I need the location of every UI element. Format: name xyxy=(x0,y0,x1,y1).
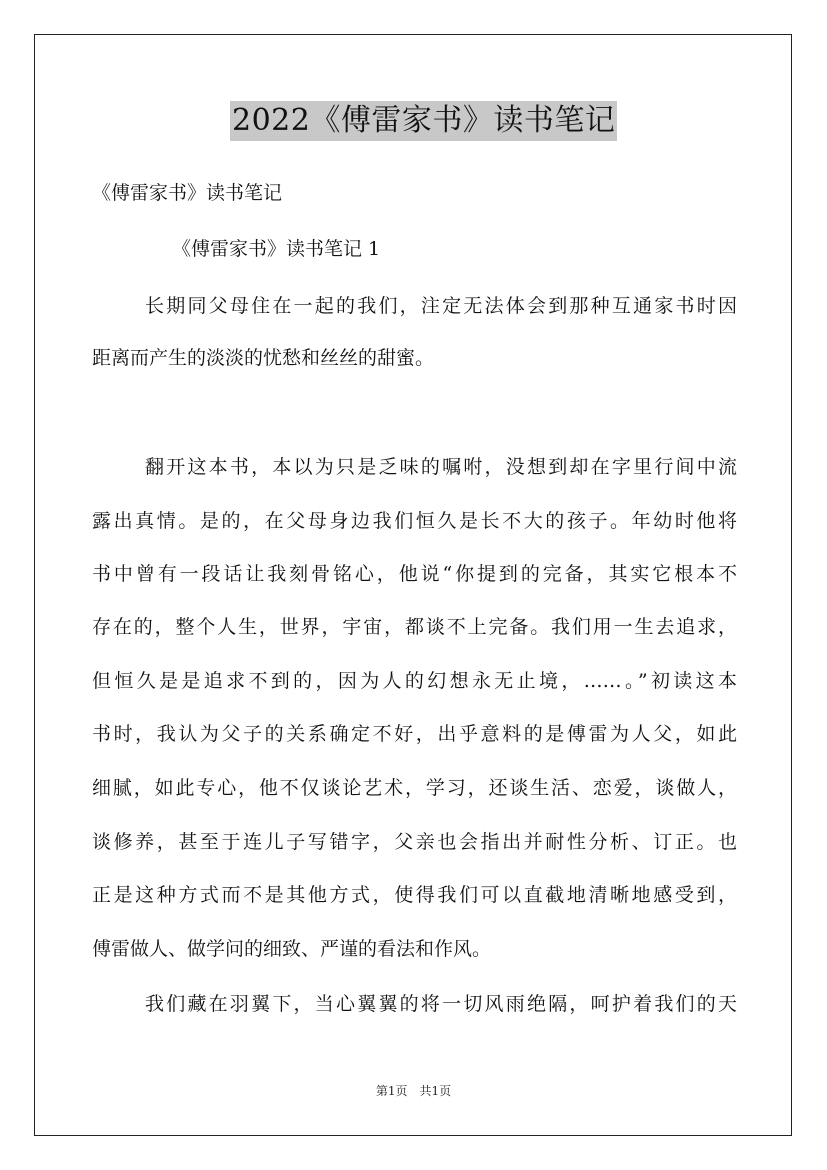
document-title: 2022《傅雷家书》读书笔记 xyxy=(230,101,617,141)
paragraph-2-line: 翻开这本书，本以为只是乏味的嘱咐，没想到却在字里行间中流 xyxy=(145,456,737,478)
paragraph-2-line: 书中曾有一段话让我刻骨铭心，他说“你提到的完备，其实它根本不 xyxy=(92,563,737,585)
page-total: 共1页 xyxy=(419,1084,452,1098)
paragraph-2-line: 正是这种方式而不是其他方式，使得我们可以直截地清晰地感受到， xyxy=(92,884,737,906)
page-number: 第1页 xyxy=(375,1084,408,1098)
page-footer xyxy=(0,1083,827,1099)
paragraph-2-line: 存在的，整个人生，世界，宇宙，都谈不上完备。我们用一生去追求， xyxy=(92,616,737,638)
paragraph-2-line: 细腻，如此专心，他不仅谈论艺术，学习，还谈生活、恋爱，谈做人， xyxy=(92,777,737,799)
paragraph-2-line: 谈修养，甚至于连儿子写错字，父亲也会指出并耐性分析、订正。也 xyxy=(92,831,737,853)
paragraph-1-line: 距离而产生的淡淡的忧愁和丝丝的甜蜜。 xyxy=(92,347,435,369)
paragraph-3-line: 我们藏在羽翼下，当心翼翼的将一切风雨绝隔，呵护着我们的天 xyxy=(145,993,737,1015)
paragraph-2-line: 书时，我认为父子的关系确定不好，出乎意料的是傅雷为人父，如此 xyxy=(92,723,737,745)
paragraph-2-line: 露出真情。是的，在父母身边我们恒久是长不大的孩子。年幼时他将 xyxy=(92,510,737,532)
paragraph-1-line: 长期同父母住在一起的我们，注定无法体会到那种互通家书时因 xyxy=(145,295,737,317)
document-subtitle: 《傅雷家书》读书笔记 xyxy=(92,182,283,204)
paragraph-2-line: 傅雷做人、做学问的细致、严谨的看法和作风。 xyxy=(92,938,492,960)
paragraph-2-line: 但恒久是是追求不到的，因为人的幻想永无止境，……。”初读这本 xyxy=(92,670,737,692)
section-heading: 《傅雷家书》读书笔记 1 xyxy=(172,238,381,260)
